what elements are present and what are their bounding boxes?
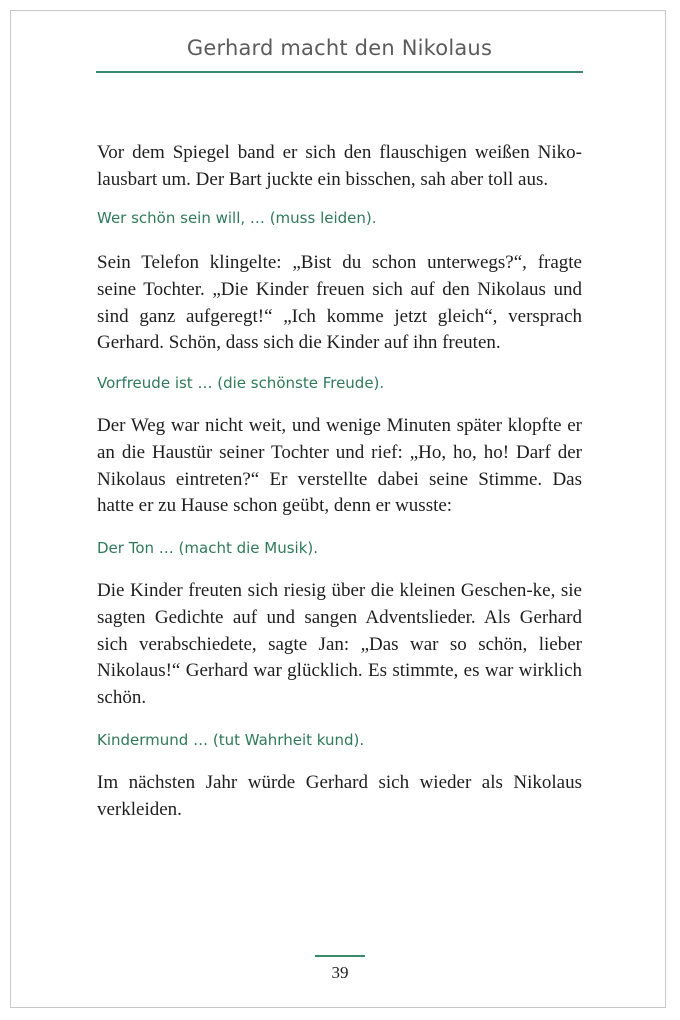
- paragraph-4: Die Kinder freuten sich riesig über die kleinen Geschen-ke, sie sagten Gedichte auf und sangen Adventslieder. Als Gerhard sich verabschiedete, sagte Jan: „Das war so schön, lieber Nikolaus!“ Gerhard war glücklich. Es stimmte, es war wirklich schön.: [97, 580, 582, 709]
- page-number: 39: [331, 963, 349, 982]
- proverb-1: Wer schön sein will, … (muss leiden).: [97, 209, 377, 227]
- paragraph-3: Der Weg war nicht weit, und wenige Minuten später klopfte er an die Haustür seiner Tochter und rief: „Ho, ho, ho! Darf der Nikolaus eintreten?“ Er verstellte dabei seine Stimme. Das hatte er zu Hause schon geübt, denn er wusste:: [97, 415, 582, 517]
- folio-rule: [315, 955, 365, 957]
- header-rule: [96, 71, 583, 73]
- paragraph-1: Vor dem Spiegel band er sich den flauschigen weißen Niko-lausbart um. Der Bart juckte ein bisschen, sah aber toll aus.: [97, 142, 582, 190]
- paragraph-5: Im nächsten Jahr würde Gerhard sich wieder als Nikolaus verkleiden.: [97, 772, 582, 820]
- running-title: Gerhard macht den Nikolaus: [186, 36, 493, 60]
- paragraph-2: Sein Telefon klingelte: „Bist du schon unterwegs?“, fragte seine Tochter. „Die Kinder freuen sich auf den Nikolaus und sind ganz aufgeregt!“ „Ich komme jetzt gleich“, versprach Gerhard. Schön, dass sich die Kinder auf ihn freuten.: [97, 252, 582, 354]
- proverb-3: Der Ton … (macht die Musik).: [97, 539, 319, 557]
- proverb-2: Vorfreude ist … (die schönste Freude).: [97, 374, 385, 392]
- proverb-4: Kindermund … (tut Wahrheit kund).: [97, 731, 365, 749]
